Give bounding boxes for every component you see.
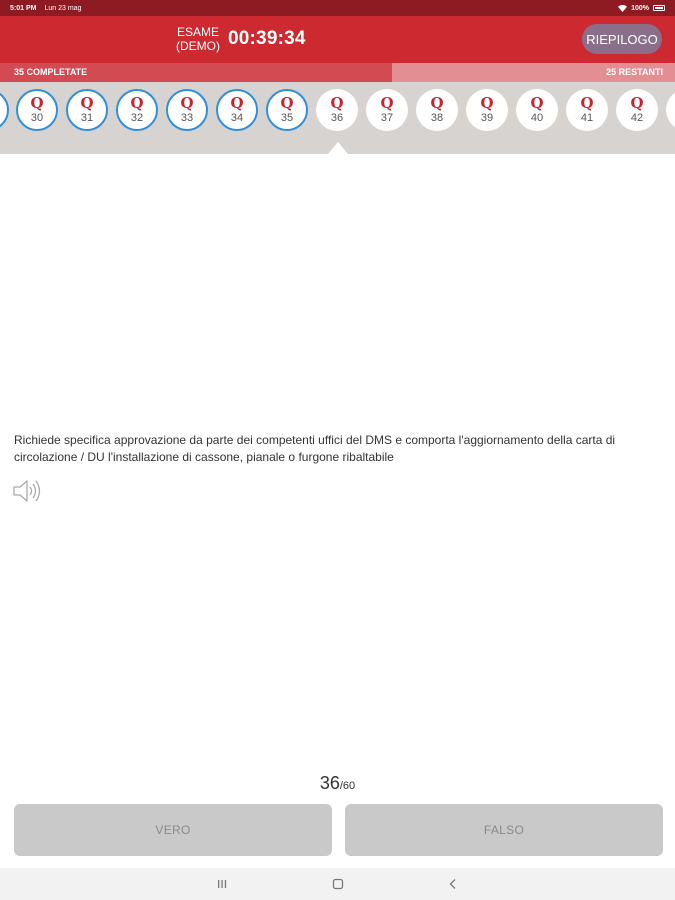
question-counter	[0, 773, 675, 794]
question-bubble[interactable]	[116, 89, 158, 131]
question-bubble-number: 33	[180, 112, 194, 124]
question-bubble-partial	[0, 89, 9, 131]
question-bubble-number: 31	[80, 112, 94, 124]
question-bubble[interactable]	[166, 89, 208, 131]
question-bubble-number: 30	[30, 112, 44, 124]
counter-current: 36	[319, 773, 340, 793]
question-bubble[interactable]	[516, 89, 558, 131]
question-bubble-number: 41	[580, 112, 594, 124]
question-bubble-letter: Q	[430, 94, 444, 112]
question-text: Richiede specifica approvazione da parte dei competenti uffici del DMS e comporta l'aggiornamento della carta di circolazione / DU l'installazione di cassone, pianale o furgone ribaltabile	[14, 433, 616, 464]
question-bubble-number: 42	[630, 112, 644, 124]
question-bubble[interactable]	[66, 89, 108, 131]
question-bubble-number: 32	[130, 112, 144, 124]
remaining-count: 25 RESTANTI	[606, 67, 663, 77]
battery-icon	[653, 5, 665, 11]
question-bubble-number: 39	[480, 112, 494, 124]
speaker-icon[interactable]	[12, 478, 42, 504]
question-bubble[interactable]	[466, 89, 508, 131]
question-bubble[interactable]	[566, 89, 608, 131]
question-bubble[interactable]	[316, 89, 358, 131]
progress-bar	[0, 63, 675, 82]
question-bubble[interactable]	[216, 89, 258, 131]
question-bubble-letter: Q	[230, 94, 244, 112]
false-button[interactable]: FALSO	[345, 804, 663, 856]
header-bar	[0, 16, 675, 63]
question-bubble[interactable]	[616, 89, 658, 131]
question-bubble[interactable]	[266, 89, 308, 131]
exam-label-line1: ESAME	[176, 25, 219, 39]
question-bubble-letter: Q	[530, 94, 544, 112]
question-bubble-letter: Q	[480, 94, 494, 112]
exam-label	[172, 25, 224, 53]
home-icon[interactable]	[330, 876, 346, 892]
question-bubble-number: 36	[330, 112, 344, 124]
question-bubble-number: 38	[430, 112, 444, 124]
counter-total: /60	[339, 780, 356, 792]
true-button[interactable]: VERO	[14, 804, 332, 856]
wifi-icon	[618, 5, 627, 12]
question-bubble-letter: Q	[30, 94, 44, 112]
question-bubble[interactable]	[416, 89, 458, 131]
question-bubble-letter: Q	[330, 94, 344, 112]
question-bubble-number: 37	[380, 112, 394, 124]
question-bubble-letter: Q	[180, 94, 194, 112]
status-bar	[0, 0, 675, 16]
system-nav-bar	[0, 868, 675, 900]
question-bubble-letter: Q	[630, 94, 644, 112]
question-bubble[interactable]	[366, 89, 408, 131]
question-bubble-letter: Q	[130, 94, 144, 112]
battery-percent: 100%	[631, 4, 649, 12]
question-bubble-letter: Q	[80, 94, 94, 112]
recents-icon[interactable]	[214, 876, 230, 892]
status-date: Lun 23 mag	[44, 4, 82, 12]
summary-button[interactable]: RIEPILOGO	[582, 24, 662, 54]
question-bubble-partial	[666, 89, 675, 131]
exam-label-line2: (DEMO)	[176, 39, 220, 53]
current-question-pointer	[328, 142, 348, 154]
question-bubble-letter: Q	[380, 94, 394, 112]
question-bubble-number: 35	[280, 112, 294, 124]
status-right	[618, 5, 665, 12]
question-bubble-letter: Q	[580, 94, 594, 112]
question-bubble-letter: Q	[280, 94, 294, 112]
back-icon[interactable]	[445, 876, 461, 892]
question-bubble-number: 40	[530, 112, 544, 124]
question-bubble-number: 34	[230, 112, 244, 124]
question-bubble[interactable]	[16, 89, 58, 131]
status-time: 5:01 PM	[10, 4, 37, 12]
exam-timer: 00:39:34	[228, 28, 306, 49]
completed-count: 35 COMPLETATE	[14, 67, 88, 77]
